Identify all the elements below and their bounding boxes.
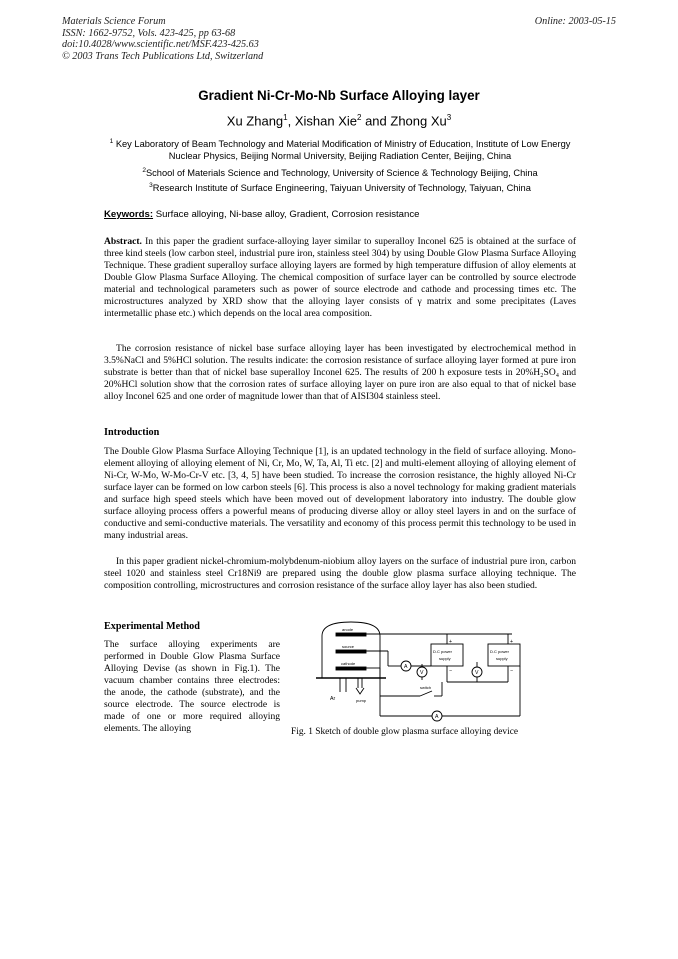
- abstract-paragraph-1: [104, 236, 576, 320]
- switch-label: switch: [420, 685, 432, 690]
- device-diagram: [310, 616, 546, 726]
- ammeter-2-label: A: [435, 714, 439, 720]
- journal-doi: doi:10.4028/www.scientific.net/MSF.423-425.63: [62, 39, 259, 50]
- affiliation-2: [100, 165, 580, 179]
- section-heading-introduction: Introduction: [104, 427, 160, 438]
- online-date: Online: 2003-05-15: [534, 16, 616, 27]
- pump-label: pump: [356, 698, 367, 703]
- author-name: Xu Zhang: [226, 113, 284, 129]
- plus-1-label: +: [449, 639, 453, 645]
- dc-supply-1-label: D.C power: [433, 649, 452, 654]
- author-name: Zhong Xu: [390, 113, 447, 129]
- cathode-label: cathode: [341, 661, 356, 666]
- source-label: source: [342, 644, 355, 649]
- author-list: [0, 113, 678, 128]
- dc-supply-2-label-2: supply: [496, 656, 508, 661]
- keywords-text: Surface alloying, Ni-base alloy, Gradient, Corrosion resistance: [155, 209, 420, 220]
- section-heading-experimental: Experimental Method: [104, 621, 200, 632]
- dc-supply-2-box: [488, 644, 520, 666]
- introduction-paragraph-1: The Double Glow Plasma Surface Alloying Technique [1], is an updated technology in the field of surface alloying. Mono-element alloying of alloying element of Ni, Cr, Mo, W, Ta, Al, Ti etc. [2] and multi-element alloying of alloying element of Ni-Cr, W-Mo, W-Mo-Cr-V etc. [3, 4, 5] have been studied. To increase the corrosion resistance, the highly alloyed Ni-Cr surface layer can be formed on low carbon steels [6]. This process is also a novel technology for making gradient materials and surface high speed steels which have been moved out of development laboratory into industry. The double glow surface alloying process offers a powerful means of producing diverse alloy or alloy steel layers in and on the surface of conductive and semi-conductive materials. The versatility and economy of this process permit this technology to be used in many industrial areas.: [104, 446, 576, 541]
- affiliation-text: School of Materials Science and Technology, University of Science & Technology Beijing, China: [145, 168, 538, 179]
- author-separator: ,: [287, 113, 295, 129]
- cathode-plate: [336, 667, 366, 670]
- affiliation-3: [100, 180, 580, 194]
- author-separator: and: [361, 113, 391, 129]
- abstract-label: Abstract.: [104, 236, 142, 247]
- voltmeter-2-label: V: [475, 670, 479, 676]
- author-name: Xishan Xie: [294, 113, 357, 129]
- switch-blade: [420, 691, 432, 696]
- dc-supply-1-label-2: supply: [439, 656, 451, 661]
- keywords-label: Keywords:: [104, 209, 154, 220]
- journal-name: Materials Science Forum: [62, 16, 166, 27]
- abstract-text: In this paper the gradient surface-alloying layer similar to superalloy Inconel 625 is obtained at the surface of three kind steels (low carbon steel, industrial pure iron, stainless steel 304) by using Double Glow Plasma Surface Alloying Technique. These gradient superalloy surface alloying layers are formed by high temperature diffusion of alloy elements at Double Glow Plasma Surface Alloying. The chemical composition of surface layer can be controlled by source electrode material and technological parameters such as power of source electrode and cathode and processing times etc. The microstructures analyzed by XRD show that the alloying layer consists of γ matrix and some precipitates (Laves intermetallic phase etc.) which depends on the local area composition.: [104, 236, 576, 319]
- experimental-paragraph-1: The surface alloying experiments are performed in Double Glow Plasma Surface Alloying Devise (as shown in Fig.1). The vacuum chamber contains three electrodes: the anode, the cathode (substrate), and the source electrode. The source electrode is made of one or more required alloying elements. The alloying: [104, 639, 280, 734]
- minus-1-label: −: [449, 668, 453, 674]
- author-sup: 3: [446, 113, 452, 122]
- affiliation-text: Research Institute of Surface Engineering, Taiyuan University of Technology, Taiyuan, China: [152, 183, 531, 194]
- journal-header: [62, 16, 263, 62]
- journal-issn: ISSN: 1662-9752, Vols. 423-425, pp 63-68: [62, 27, 236, 39]
- anode-label: anode: [342, 627, 354, 632]
- author-sup: 2: [357, 113, 362, 122]
- minus-2-label: −: [510, 668, 514, 674]
- affiliation-sup: 1: [109, 138, 114, 145]
- ar-label: Ar: [330, 696, 336, 702]
- plus-2-label: +: [510, 639, 514, 645]
- journal-copyright: © 2003 Trans Tech Publications Ltd, Switzerland: [62, 50, 264, 62]
- affiliation-sup: 2: [142, 167, 146, 174]
- author-sup: 1: [283, 113, 288, 122]
- affiliation-sup: 3: [149, 182, 153, 189]
- source-plate: [336, 650, 366, 653]
- anode-plate: [336, 633, 366, 636]
- voltmeter-1-label: V: [420, 670, 424, 676]
- dc-supply-1-box: [431, 644, 463, 666]
- introduction-paragraph-2: In this paper gradient nickel-chromium-molybdenum-niobium alloy layers on the surface of industrial pure iron, carbon steel 1020 and stainless steel Cr18Ni9 are prepared using the double glow plasma surface alloying technique. The composition controlling, microstructures and corrosion resistance of the surface alloy layer has also been studied.: [104, 556, 576, 591]
- figure-device-sketch: [310, 616, 546, 726]
- affiliation-1: [100, 136, 580, 163]
- figure-caption: Fig. 1 Sketch of double glow plasma surface alloying device: [291, 727, 519, 737]
- affiliation-text: Key Laboratory of Beam Technology and Material Modification of Ministry of Education, Institute of Low Energy Nuclear Physics, Beijing Normal University, Beijing Radiation Center, Beijing, China: [115, 139, 571, 162]
- ammeter-1-label: A: [404, 664, 408, 670]
- paper-title: Gradient Ni-Cr-Mo-Nb Surface Alloying layer: [198, 88, 480, 103]
- dc-supply-2-label: D.C power: [490, 649, 509, 654]
- abstract-paragraph-2: The corrosion resistance of nickel base surface alloying layer has been investigated by electrochemical method in 3.5%NaCl and 5%HCl solution. The results indicate: the corrosion resistance of surface alloying layer formed at pure iron substrate is better than that of nickel base superalloy Inconel 625. The results of 200 h exposure tests in 20%H₂SO₄ and 20%HCl solution show that the corrosion rates of surface alloying layer on pure iron are also equal to that of nickel base alloy Inconel 625 and one order of magnitude lower than that of AISI304 stainless steel.: [104, 343, 576, 402]
- keywords: [104, 209, 420, 220]
